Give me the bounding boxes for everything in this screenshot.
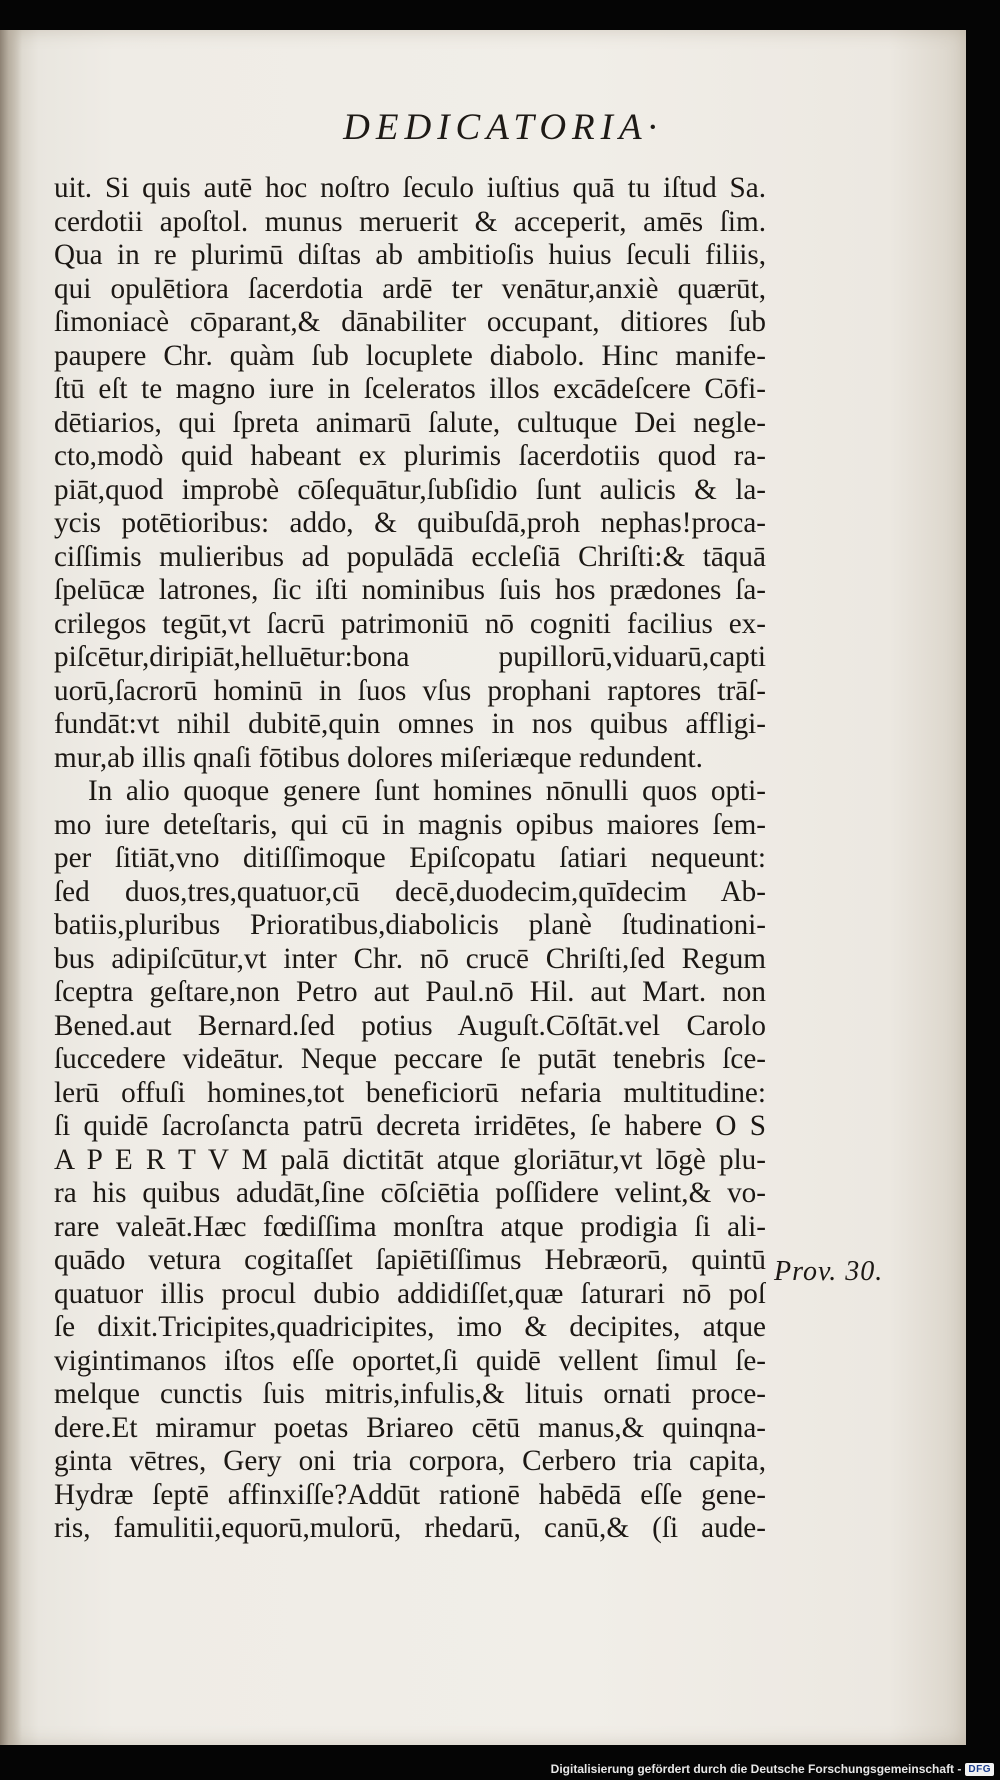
text-line: mo iure deteſtaris, qui cū in magnis opibus maiores ſem- bbox=[54, 808, 766, 841]
text-line: rare valeāt.Hæc fœdiſſima monſtra atque prodigia ſi ali- bbox=[54, 1210, 766, 1243]
book-page bbox=[0, 30, 966, 1745]
text-line: uorū,ſacrorū hominū in ſuos vſus prophani raptores trāſ- bbox=[54, 674, 766, 707]
dfg-logo: DFG bbox=[965, 1763, 994, 1776]
text-line: fundāt:vt nihil dubitē,quin omnes in nos quibus affligi- bbox=[54, 708, 766, 740]
text-line: ſimoniacè cōparant,& dānabiliter occupant, ditiores ſub bbox=[54, 306, 766, 338]
text-line: ris, famulitii,equorū,mulorū, rhedarū, canū,& (ſi aude- bbox=[54, 1512, 766, 1544]
text-line: ſed duos,tres,quatuor,cū decē,duodecim,quīdecim Ab- bbox=[54, 875, 766, 908]
text-line: In alio quoque genere ſunt homines nōnulli quos opti- bbox=[88, 775, 766, 807]
text-line: quādo vetura cogitaſſet ſapiētiſſimus Hebræorū, quintū bbox=[54, 1244, 766, 1276]
body-text bbox=[54, 172, 766, 1546]
text-line: dētiarios, qui ſpreta animarū ſalute, cultuque Dei negle- bbox=[54, 406, 766, 439]
text-line: paupere Chr. quàm ſub locuplete diabolo. Hinc manife- bbox=[54, 339, 766, 372]
text-line: ſuccedere videātur. Neque peccare ſe putāt tenebris ſce- bbox=[54, 1043, 766, 1075]
text-line: ginta vētres, Gery oni tria corpora, Cerbero tria capita, bbox=[54, 1445, 766, 1477]
text-line: quatuor illis procul dubio addidiſſet,quæ ſaturari nō poſ bbox=[54, 1277, 766, 1310]
text-line: ycis potētioribus: addo, & quibuſdā,proh nephas!proca- bbox=[54, 507, 766, 539]
text-line: cerdotii apoſtol. munus meruerit & acceperit, amēs ſim. bbox=[54, 205, 766, 238]
text-line: Qua in re plurimū diſtas ab ambitioſis huius ſeculi filiis, bbox=[54, 239, 766, 271]
text-line: piſcētur,diripiāt,helluētur:bona pupillorū,viduarū,capti bbox=[54, 641, 766, 673]
page-gutter-shadow bbox=[0, 30, 22, 1745]
text-line: per ſitiāt,vno ditiſſimoque Epiſcopatu ſatiari nequeunt: bbox=[54, 842, 766, 874]
text-line: ſceptra geſtare,non Petro aut Paul.nō Hil. aut Mart. non bbox=[54, 976, 766, 1008]
text-line: lerū offuſi homines,tot beneficiorū nefaria multitudine: bbox=[54, 1076, 766, 1109]
digitization-credit bbox=[551, 1762, 994, 1776]
margin-note: Prov. 30. bbox=[774, 1256, 884, 1287]
text-line: ſe dixit.Tricipites,quadricipites, imo & decipites, atque bbox=[54, 1311, 766, 1343]
text-line: mur,ab illis qnaſi fōtibus dolores miſeriæque redundent. bbox=[54, 741, 703, 774]
text-line: bus adipiſcūtur,vt inter Chr. nō crucē Chriſti,ſed Regum bbox=[54, 942, 766, 975]
credit-text: Digitalisierung gefördert durch die Deutsche Forschungsgemeinschaft - bbox=[550, 1762, 962, 1776]
text-line: piāt,quod improbè cōſequātur,ſubſidio ſunt aulicis & la- bbox=[54, 473, 766, 506]
text-line: ſi quidē ſacroſancta patrū decreta irridētes, ſe habere O S bbox=[54, 1110, 766, 1142]
text-line: ciſſimis mulieribus ad populādā eccleſiā Chriſti:& tāquā bbox=[54, 540, 766, 573]
text-line: cto,modò quid habeant ex plurimis ſacerdotiis quod ra- bbox=[54, 440, 766, 472]
text-line: dere.Et miramur poetas Briareo cētū manus,& quinqna- bbox=[54, 1411, 766, 1444]
text-line: uit. Si quis autē hoc noſtro ſeculo iuſtius quā tu iſtud Sa. bbox=[54, 172, 766, 204]
text-line: qui opulētiora ſacerdotia ardē ter venātur,anxiè quærūt, bbox=[54, 272, 766, 305]
text-line: Bened.aut Bernard.ſed potius Auguſt.Cōſtāt.vel Carolo bbox=[54, 1009, 766, 1042]
text-line: vigintimanos iſtos eſſe oportet,ſi quidē vellent ſimul ſe- bbox=[54, 1344, 766, 1377]
text-line: ſpelūcæ latrones, ſic iſti nominibus ſuis hos prædones ſa- bbox=[54, 574, 766, 606]
text-line: A P E R T V M palā dictitāt atque gloriātur,vt lōgè plu- bbox=[54, 1143, 766, 1176]
text-line: crilegos tegūt,vt ſacrū patrimoniū nō cogniti facilius ex- bbox=[54, 607, 766, 640]
running-head: DEDICATORIA· bbox=[343, 107, 663, 148]
text-line: Hydræ ſeptē affinxiſſe?Addūt rationē habēdā eſſe gene- bbox=[54, 1478, 766, 1511]
text-line: ra his quibus adudāt,ſine cōſciētia poſſidere velint,& vo- bbox=[54, 1177, 766, 1209]
text-line: melque cunctis ſuis mitris,infulis,& lituis ornati proce- bbox=[54, 1378, 766, 1410]
text-line: batiis,pluribus Prioratibus,diabolicis planè ſtudinationi- bbox=[54, 909, 766, 941]
text-line: ſtū eſt te magno iure in ſceleratos illos excādeſcere Cōfi- bbox=[54, 373, 766, 405]
